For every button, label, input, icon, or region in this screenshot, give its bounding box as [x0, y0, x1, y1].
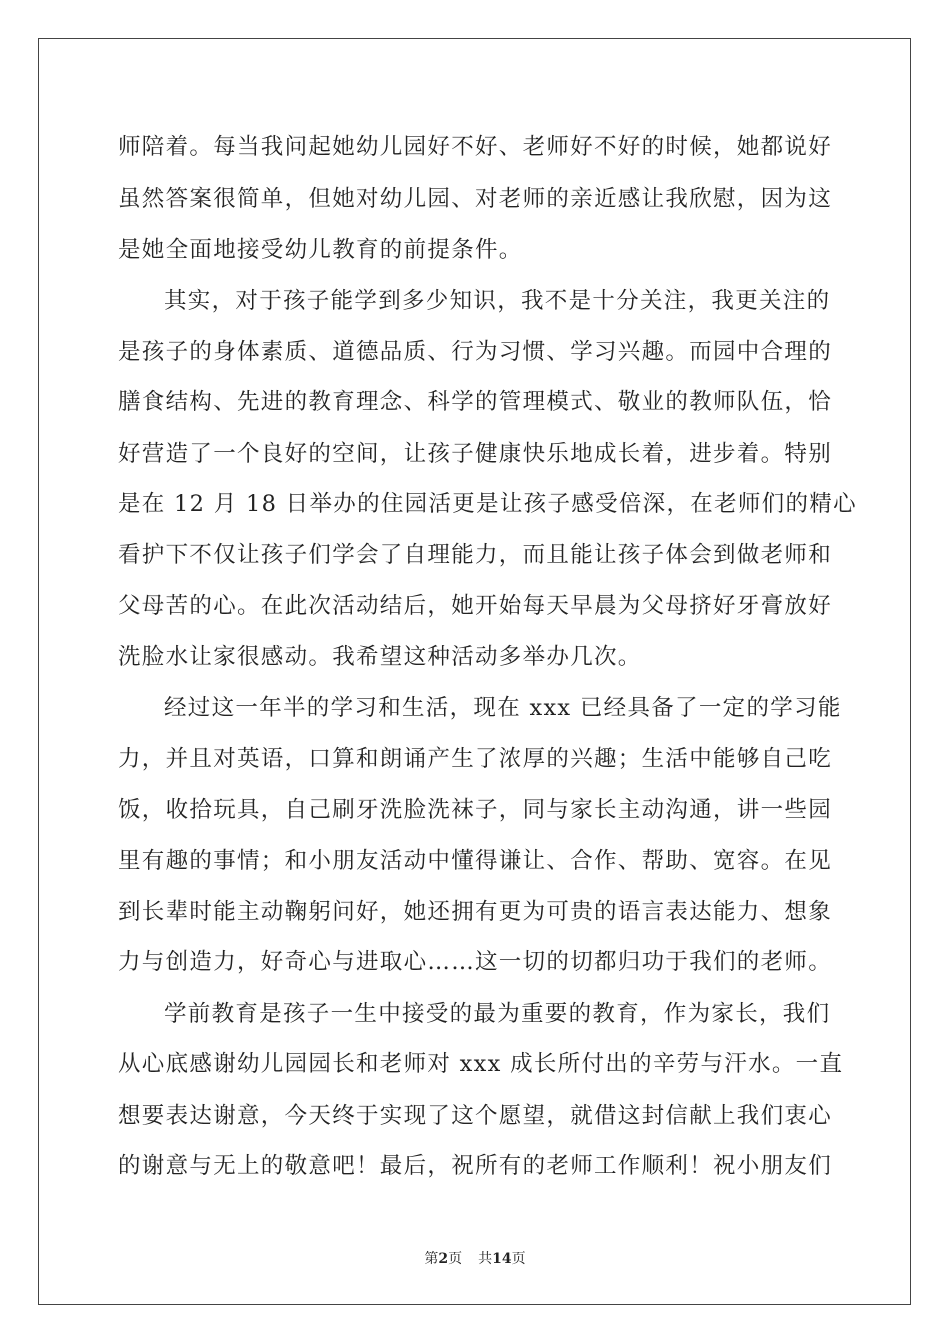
- page-footer: [0, 1248, 950, 1268]
- page-label-suffix: 页: [448, 1251, 463, 1267]
- page-label-prefix: 第: [424, 1251, 439, 1267]
- paragraph-line: 学前教育是孩子一生中接受的最为重要的教育，作为家长，我们: [164, 1001, 831, 1027]
- paragraph-line: 经过这一年半的学习和生活，现在 xxx 已经具备了一定的学习能: [164, 695, 842, 721]
- total-label-prefix: 共: [478, 1251, 493, 1267]
- paragraph-line: 从心底感谢幼儿园园长和老师对 xxx 成长所付出的辛劳与汗水。一直: [118, 1051, 844, 1077]
- paragraph-line: 里有趣的事情；和小朋友活动中懂得谦让、合作、帮助、宽容。在见: [118, 848, 833, 874]
- paragraph-line: 力，并且对英语，口算和朗诵产生了浓厚的兴趣；生活中能够自己吃: [118, 746, 833, 772]
- paragraph-line: 虽然答案很简单，但她对幼儿园、对老师的亲近感让我欣慰，因为这: [118, 186, 833, 212]
- current-page-number: 2: [438, 1251, 449, 1267]
- paragraph-line: 想要表达谢意，今天终于实现了这个愿望，就借这封信献上我们衷心: [118, 1103, 833, 1129]
- paragraph-line: 师陪着。每当我问起她幼儿园好不好、老师好不好的时候，她都说好: [118, 134, 833, 160]
- paragraph-line: 是在 12 月 18 日举办的住园活更是让孩子感受倍深，在老师们的精心: [118, 491, 857, 517]
- paragraph-line: 饭，收拾玩具，自己刷牙洗脸洗袜子，同与家长主动沟通，讲一些园: [118, 797, 833, 823]
- paragraph-line: 看护下不仅让孩子们学会了自理能力，而且能让孩子体会到做老师和: [118, 542, 833, 568]
- paragraph-line: 父母苦的心。在此次活动结后，她开始每天早晨为父母挤好牙膏放好: [118, 593, 833, 619]
- paragraph-line: 是她全面地接受幼儿教育的前提条件。: [118, 237, 523, 263]
- paragraph-line: 其实，对于孩子能学到多少知识，我不是十分关注，我更关注的: [164, 288, 831, 314]
- paragraph-line: 是孩子的身体素质、道德品质、行为习惯、学习兴趣。而园中合理的: [118, 339, 833, 365]
- paragraph-line: 好营造了一个良好的空间，让孩子健康快乐地成长着，进步着。特别: [118, 441, 833, 467]
- paragraph-line: 膳食结构、先进的教育理念、科学的管理模式、敬业的教师队伍，恰: [118, 389, 833, 415]
- paragraph-line: 到长辈时能主动鞠躬问好，她还拥有更为可贵的语言表达能力、想象: [118, 899, 833, 925]
- total-label-suffix: 页: [511, 1251, 526, 1267]
- total-page-count: 14: [492, 1251, 512, 1267]
- paragraph-line: 洗脸水让家很感动。我希望这种活动多举办几次。: [118, 644, 642, 670]
- paragraph-line: 力与创造力，好奇心与进取心……这一切的切都归功于我们的老师。: [118, 949, 833, 975]
- paragraph-line: 的谢意与无上的敬意吧！最后，祝所有的老师工作顺利！祝小朋友们: [118, 1153, 833, 1179]
